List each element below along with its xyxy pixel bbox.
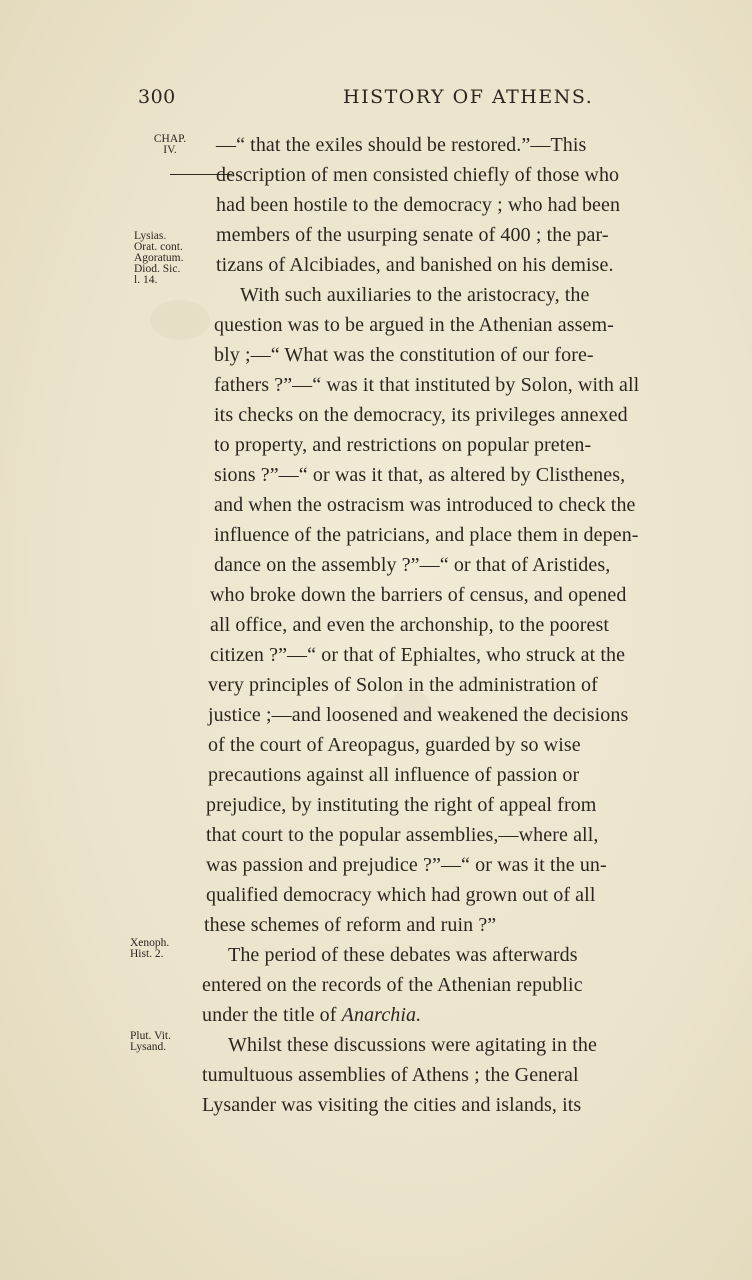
text-line: Lysander was visiting the cities and islands, its xyxy=(202,1094,582,1116)
text-line: tizans of Alcibiades, and banished on his demise. xyxy=(216,254,614,276)
text-line: justice ;—and loosened and weakened the decisions xyxy=(208,704,629,726)
text-line: question was to be argued in the Athenian assem- xyxy=(214,314,614,336)
marginal-note-lysias xyxy=(134,231,184,286)
text-line xyxy=(202,1003,421,1027)
text-line: tumultuous assemblies of Athens ; the General xyxy=(202,1064,579,1086)
marginal-note-plutarch xyxy=(130,1031,171,1053)
text-line: qualified democracy which had grown out of all xyxy=(206,884,596,906)
text-line: Whilst these discussions were agitating in the xyxy=(228,1034,597,1056)
marginal-line: Lysand. xyxy=(130,1041,167,1053)
text-line: who broke down the barriers of census, and opened xyxy=(210,584,627,606)
marginal-line: Xenoph. xyxy=(130,937,170,949)
text-line: sions ?”—“ or was it that, as altered by Clisthenes, xyxy=(214,464,626,486)
marginal-line: IV. xyxy=(163,144,177,156)
text-line: these schemes of reform and ruin ?” xyxy=(204,914,497,936)
text-segment: under the title of xyxy=(202,1004,337,1026)
marginal-line: l. 14. xyxy=(134,274,158,286)
text-line: and when the ostracism was introduced to check the xyxy=(214,494,636,516)
text-line: had been hostile to the democracy ; who had been xyxy=(216,194,621,216)
marginal-line: Hist. 2. xyxy=(130,948,164,960)
marginal-line: Diod. Sic. xyxy=(134,263,181,275)
text-line: prejudice, by instituting the right of appeal from xyxy=(206,794,597,816)
text-line: bly ;—“ What was the constitution of our fore- xyxy=(214,344,594,366)
text-line: members of the usurping senate of 400 ; the par- xyxy=(216,224,609,246)
text-line: influence of the patricians, and place them in depen- xyxy=(214,524,639,546)
marginal-note-xenophon xyxy=(130,938,169,960)
page-number: 300 xyxy=(138,86,176,108)
italic-term: Anarchia. xyxy=(341,1004,422,1026)
marginal-note-chapter xyxy=(150,134,190,156)
paper-stain xyxy=(150,300,210,340)
text-line: description of men consisted chiefly of those who xyxy=(216,164,620,186)
text-line: to property, and restrictions on popular preten- xyxy=(214,434,592,456)
marginal-line: Agoratum. xyxy=(134,252,184,264)
marginal-line: Orat. cont. xyxy=(134,241,183,253)
marginal-line: CHAP. xyxy=(153,133,187,145)
text-line: fathers ?”—“ was it that instituted by Solon, with all xyxy=(214,374,640,396)
text-line: citizen ?”—“ or that of Ephialtes, who struck at the xyxy=(210,644,626,666)
text-line: precautions against all influence of passion or xyxy=(208,764,580,786)
text-line: dance on the assembly ?”—“ or that of Aristides, xyxy=(214,554,611,576)
text-line: was passion and prejudice ?”—“ or was it the un- xyxy=(206,854,607,876)
text-line: of the court of Areopagus, guarded by so wise xyxy=(208,734,581,756)
marginal-line: Plut. Vit. xyxy=(130,1030,171,1042)
text-line: The period of these debates was afterwards xyxy=(228,944,578,966)
text-line: entered on the records of the Athenian republic xyxy=(202,974,583,996)
running-head: HISTORY OF ATHENS. xyxy=(343,86,594,108)
text-line: that court to the popular assemblies,—where all, xyxy=(206,824,599,846)
text-line: With such auxiliaries to the aristocracy, the xyxy=(240,284,590,306)
text-line: —“ that the exiles should be restored.”—This xyxy=(216,134,587,156)
text-line: all office, and even the archonship, to the poorest xyxy=(210,614,610,636)
text-line: its checks on the democracy, its privileges annexed xyxy=(214,404,628,426)
text-line: very principles of Solon in the administration of xyxy=(208,674,598,696)
marginal-line: Lysias. xyxy=(134,230,167,242)
page-header xyxy=(138,86,690,114)
